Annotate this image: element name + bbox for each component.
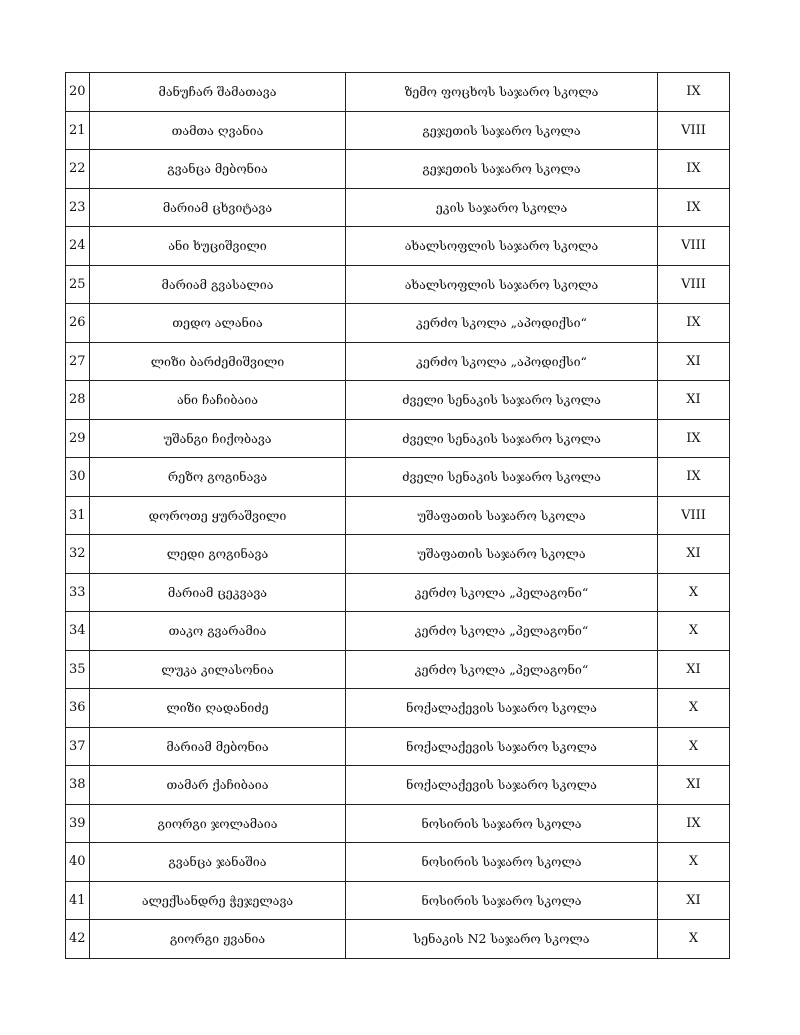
table-row [66, 265, 730, 304]
participants-table [65, 72, 730, 959]
row-number: 34 [66, 612, 90, 651]
row-number: 26 [66, 304, 90, 343]
school-name: ახალსოფლის საჯარო სკოლა [346, 227, 658, 266]
student-name: თაკო გვარამია [90, 612, 346, 651]
row-number: 42 [66, 920, 90, 959]
row-number: 27 [66, 342, 90, 381]
grade: VIII [658, 227, 730, 266]
grade: IX [658, 804, 730, 843]
grade: IX [658, 304, 730, 343]
row-number: 39 [66, 804, 90, 843]
grade: VIII [658, 265, 730, 304]
student-name: მარიამ ცეკვავა [90, 573, 346, 612]
grade: IX [658, 188, 730, 227]
row-number: 35 [66, 650, 90, 689]
row-number: 24 [66, 227, 90, 266]
row-number: 22 [66, 150, 90, 189]
table-row [66, 573, 730, 612]
grade: X [658, 843, 730, 882]
school-name: კერძო სკოლა „აპოდიქსი“ [346, 304, 658, 343]
student-name: გვანცა მებონია [90, 150, 346, 189]
table-row [66, 727, 730, 766]
student-name: გიორგი ჟვანია [90, 920, 346, 959]
school-name: ნოქალაქევის საჯარო სკოლა [346, 727, 658, 766]
student-name: რეზო გოგინავა [90, 458, 346, 497]
school-name: კერძო სკოლა „აპოდიქსი“ [346, 342, 658, 381]
student-name: ანი ხუციშვილი [90, 227, 346, 266]
student-name: მარიამ ცხვიტავა [90, 188, 346, 227]
table-row [66, 612, 730, 651]
row-number: 41 [66, 881, 90, 920]
grade: X [658, 573, 730, 612]
student-name: მანუჩარ შამათავა [90, 73, 346, 112]
row-number: 32 [66, 535, 90, 574]
school-name: გეჯეთის საჯარო სკოლა [346, 150, 658, 189]
row-number: 36 [66, 689, 90, 728]
school-name: უშაფათის საჯარო სკოლა [346, 496, 658, 535]
table-row [66, 881, 730, 920]
student-name: დოროთე ყურაშვილი [90, 496, 346, 535]
table-row [66, 689, 730, 728]
row-number: 29 [66, 419, 90, 458]
grade: IX [658, 419, 730, 458]
row-number: 31 [66, 496, 90, 535]
school-name: კერძო სკოლა „პელაგონი“ [346, 650, 658, 689]
table-row [66, 342, 730, 381]
school-name: ნოსირის საჯარო სკოლა [346, 881, 658, 920]
row-number: 28 [66, 381, 90, 420]
student-name: ლიზი ღადანიძე [90, 689, 346, 728]
row-number: 40 [66, 843, 90, 882]
school-name: ძველი სენაკის საჯარო სკოლა [346, 458, 658, 497]
table-row [66, 535, 730, 574]
student-name: მარიამ მებონია [90, 727, 346, 766]
school-name: უშაფათის საჯარო სკოლა [346, 535, 658, 574]
table-row [66, 381, 730, 420]
school-name: ნოქალაქევის საჯარო სკოლა [346, 689, 658, 728]
school-name: სენაკის N2 საჯარო სკოლა [346, 920, 658, 959]
student-name: ლუკა კილასონია [90, 650, 346, 689]
school-name: ძველი სენაკის საჯარო სკოლა [346, 419, 658, 458]
participants-table-container [65, 72, 729, 959]
student-name: თამარ ქაჩიბაია [90, 766, 346, 805]
grade: VIII [658, 111, 730, 150]
table-row [66, 650, 730, 689]
school-name: ახალსოფლის საჯარო სკოლა [346, 265, 658, 304]
student-name: თედო ალანია [90, 304, 346, 343]
row-number: 20 [66, 73, 90, 112]
table-row [66, 227, 730, 266]
grade: X [658, 920, 730, 959]
school-name: ნოსირის საჯარო სკოლა [346, 804, 658, 843]
grade: XI [658, 650, 730, 689]
row-number: 38 [66, 766, 90, 805]
grade: IX [658, 150, 730, 189]
table-row [66, 804, 730, 843]
row-number: 25 [66, 265, 90, 304]
student-name: მარიამ გვასალია [90, 265, 346, 304]
student-name: ლიზი ბარძემიშვილი [90, 342, 346, 381]
student-name: თამთა ღვანია [90, 111, 346, 150]
school-name: ნოსირის საჯარო სკოლა [346, 843, 658, 882]
grade: X [658, 727, 730, 766]
row-number: 23 [66, 188, 90, 227]
grade: IX [658, 458, 730, 497]
grade: XI [658, 342, 730, 381]
grade: XI [658, 881, 730, 920]
student-name: გვანცა ჯანაშია [90, 843, 346, 882]
grade: XI [658, 766, 730, 805]
row-number: 33 [66, 573, 90, 612]
grade: X [658, 689, 730, 728]
grade: IX [658, 73, 730, 112]
table-row [66, 496, 730, 535]
student-name: უშანგი ჩიქობავა [90, 419, 346, 458]
student-name: ლედი გოგინავა [90, 535, 346, 574]
table-row [66, 843, 730, 882]
grade: XI [658, 381, 730, 420]
grade: XI [658, 535, 730, 574]
student-name: ალექსანდრე ჭეჯელავა [90, 881, 346, 920]
school-name: ზემო ფოცხოს საჯარო სკოლა [346, 73, 658, 112]
school-name: კერძო სკოლა „პელაგონი“ [346, 573, 658, 612]
table-row [66, 419, 730, 458]
school-name: გეჯეთის საჯარო სკოლა [346, 111, 658, 150]
school-name: ნოქალაქევის საჯარო სკოლა [346, 766, 658, 805]
table-row [66, 304, 730, 343]
student-name: გიორგი ჯოლამაია [90, 804, 346, 843]
student-name: ანი ჩაჩიბაია [90, 381, 346, 420]
table-body [66, 73, 730, 959]
table-row [66, 920, 730, 959]
table-row [66, 150, 730, 189]
table-row [66, 458, 730, 497]
grade: VIII [658, 496, 730, 535]
grade: X [658, 612, 730, 651]
table-row [66, 766, 730, 805]
row-number: 30 [66, 458, 90, 497]
table-row [66, 73, 730, 112]
table-row [66, 188, 730, 227]
row-number: 21 [66, 111, 90, 150]
row-number: 37 [66, 727, 90, 766]
school-name: კერძო სკოლა „პელაგონი“ [346, 612, 658, 651]
school-name: ეკის საჯარო სკოლა [346, 188, 658, 227]
school-name: ძველი სენაკის საჯარო სკოლა [346, 381, 658, 420]
table-row [66, 111, 730, 150]
